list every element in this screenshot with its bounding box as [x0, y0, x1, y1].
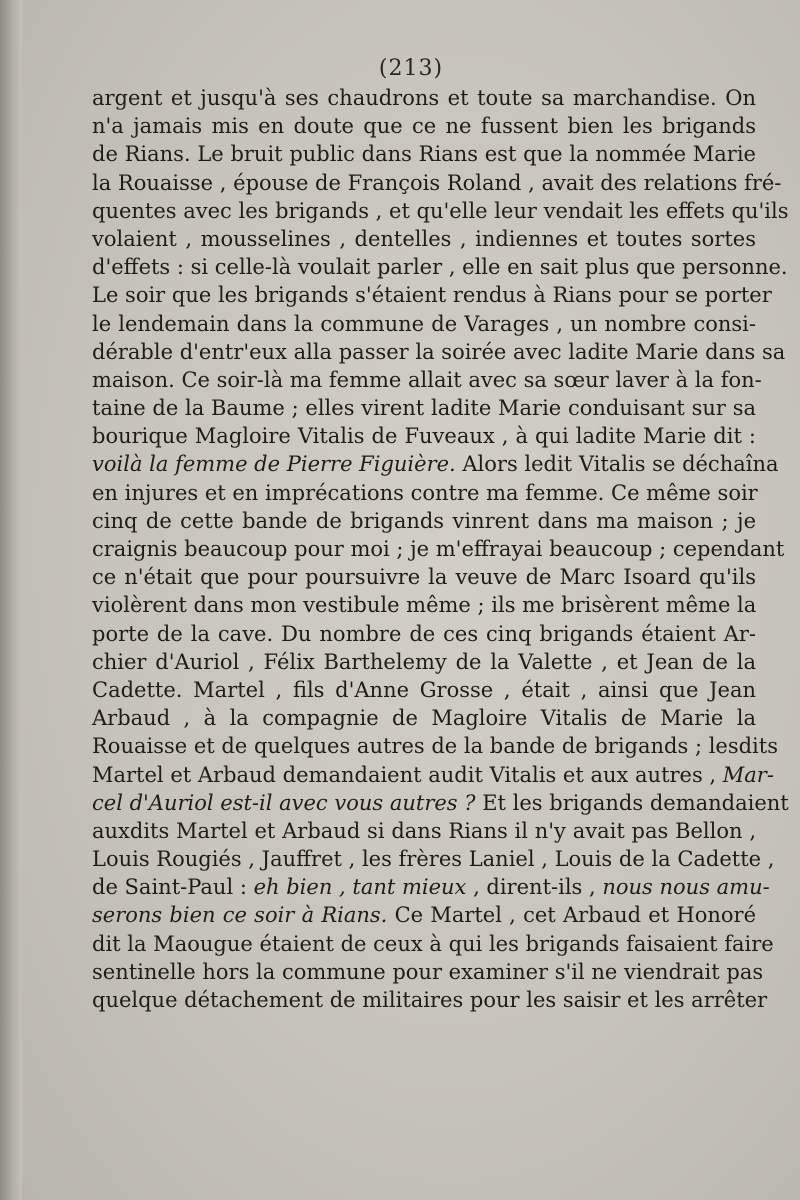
text-segment: Et les brigands demandaient	[475, 790, 789, 815]
text-segment: sentinelle hors la commune pour examiner s'il ne viendrait pas	[92, 959, 764, 984]
text-segment: Ce Martel , cet Arbaud et Honoré	[387, 903, 756, 928]
text-segment: Louis Rougiés , Jauffret , les frères Laniel , Louis de la Cadette ,	[92, 847, 775, 872]
italic-text-segment: eh bien , tant mieux	[253, 875, 467, 900]
italic-text-segment: nous nous amu-	[602, 875, 770, 900]
text-line	[92, 225, 756, 253]
text-segment: d'effets : si celle-là voulait parler , elle en sait plus que personne.	[92, 255, 788, 280]
text-line	[92, 112, 756, 140]
text-segment: en injures et en imprécations contre ma femme. Ce même soir	[92, 480, 758, 505]
text-segment: Rouaisse et de quelques autres de la bande de brigands ; lesdits	[92, 734, 778, 759]
text-segment: dérable d'entr'eux alla passer la soirée avec ladite Marie dans sa	[92, 339, 786, 364]
text-segment: quentes avec les brigands , et qu'elle leur vendait les effets qu'ils	[92, 198, 789, 223]
text-line	[92, 845, 775, 873]
text-segment: Cadette. Martel , fils d'Anne Grosse , était , ainsi que Jean	[92, 677, 756, 702]
text-segment: Alors ledit Vitalis se déchaîna	[455, 452, 779, 477]
text-segment: de Rians. Le bruit public dans Rians est que la nommée Marie	[92, 142, 756, 167]
italic-text-segment: serons bien ce soir à Rians.	[92, 903, 388, 928]
text-segment: Arbaud , à la compagnie de Magloire Vitalis de Marie la	[92, 706, 756, 731]
text-line	[92, 901, 756, 929]
text-line	[92, 310, 756, 338]
text-line	[92, 676, 756, 704]
text-line	[92, 366, 762, 394]
text-line	[92, 591, 756, 619]
text-line	[92, 422, 756, 450]
text-segment: auxdits Martel et Arbaud si dans Rians il n'y avait pas Bellon ,	[92, 818, 756, 843]
text-line	[92, 197, 789, 225]
text-line	[92, 732, 778, 760]
text-segment: maison. Ce soir-là ma femme allait avec sa sœur laver à la fon-	[92, 367, 762, 392]
text-segment: taine de la Baume ; elles virent ladite Marie conduisant sur sa	[92, 396, 756, 421]
italic-text-segment: Mar-	[722, 762, 774, 787]
text-line	[92, 761, 774, 789]
text-segment: chier d'Auriol , Félix Barthelemy de la Valette , et Jean de la	[92, 649, 756, 674]
text-segment: porte de la cave. Du nombre de ces cinq brigands étaient Ar-	[92, 621, 756, 646]
text-line	[92, 450, 779, 478]
text-line	[92, 84, 756, 112]
body-text	[92, 84, 789, 1014]
text-line	[92, 507, 756, 535]
text-line	[92, 930, 774, 958]
text-segment: n'a jamais mis en doute que ce ne fussent bien les brigands	[92, 114, 756, 139]
text-segment: ce n'était que pour poursuivre la veuve de Marc Isoard qu'ils	[92, 565, 756, 590]
text-line	[92, 789, 789, 817]
text-segment: de Saint-Paul :	[92, 875, 254, 900]
page-number: (213)	[378, 56, 444, 81]
text-segment: violèrent dans mon vestibule même ; ils me brisèrent même la	[92, 593, 757, 618]
text-segment: le lendemain dans la commune de Varages , un nombre consi-	[92, 311, 756, 336]
text-line	[92, 648, 756, 676]
text-line	[92, 986, 768, 1014]
book-page	[22, 0, 800, 1200]
text-line	[92, 535, 785, 563]
text-line	[92, 338, 786, 366]
text-segment: , dirent-ils ,	[466, 875, 603, 900]
text-line	[92, 479, 756, 507]
text-segment: bourique Magloire Vitalis de Fuveaux , à qui ladite Marie dit :	[92, 424, 756, 449]
text-line	[92, 620, 756, 648]
text-line	[92, 817, 756, 845]
text-segment: argent et jusqu'à ses chaudrons et toute sa marchandise. On	[92, 86, 756, 110]
text-line	[92, 394, 756, 422]
text-segment: quelque détachement de militaires pour les saisir et les arrêter	[92, 988, 768, 1012]
text-line	[92, 563, 756, 591]
text-segment: la Rouaisse , épouse de François Roland , avait des relations fré-	[92, 170, 782, 195]
text-line	[92, 873, 770, 901]
text-segment: Le soir que les brigands s'étaient rendus à Rians pour se porter	[92, 283, 772, 308]
text-line	[92, 169, 782, 197]
text-segment: cinq de cette bande de brigands vinrent dans ma maison ; je	[92, 508, 756, 533]
text-segment: craignis beaucoup pour moi ; je m'effrayai beaucoup ; cependant	[92, 537, 785, 561]
text-line	[92, 281, 772, 309]
text-segment: volaient , mousselines , dentelles , indiennes et toutes sortes	[92, 226, 756, 251]
text-segment: Martel et Arbaud demandaient audit Vitalis et aux autres ,	[92, 762, 723, 787]
text-line	[92, 958, 764, 986]
text-line	[92, 140, 756, 168]
text-line	[92, 253, 788, 281]
italic-text-segment: voilà la femme de Pierre Figuière.	[92, 452, 456, 477]
text-segment: dit la Maougue étaient de ceux à qui les brigands faisaient faire	[92, 931, 774, 956]
page-spine-edge	[0, 0, 22, 1200]
italic-text-segment: cel d'Auriol est-il avec vous autres ?	[92, 790, 476, 815]
text-line	[92, 704, 756, 732]
